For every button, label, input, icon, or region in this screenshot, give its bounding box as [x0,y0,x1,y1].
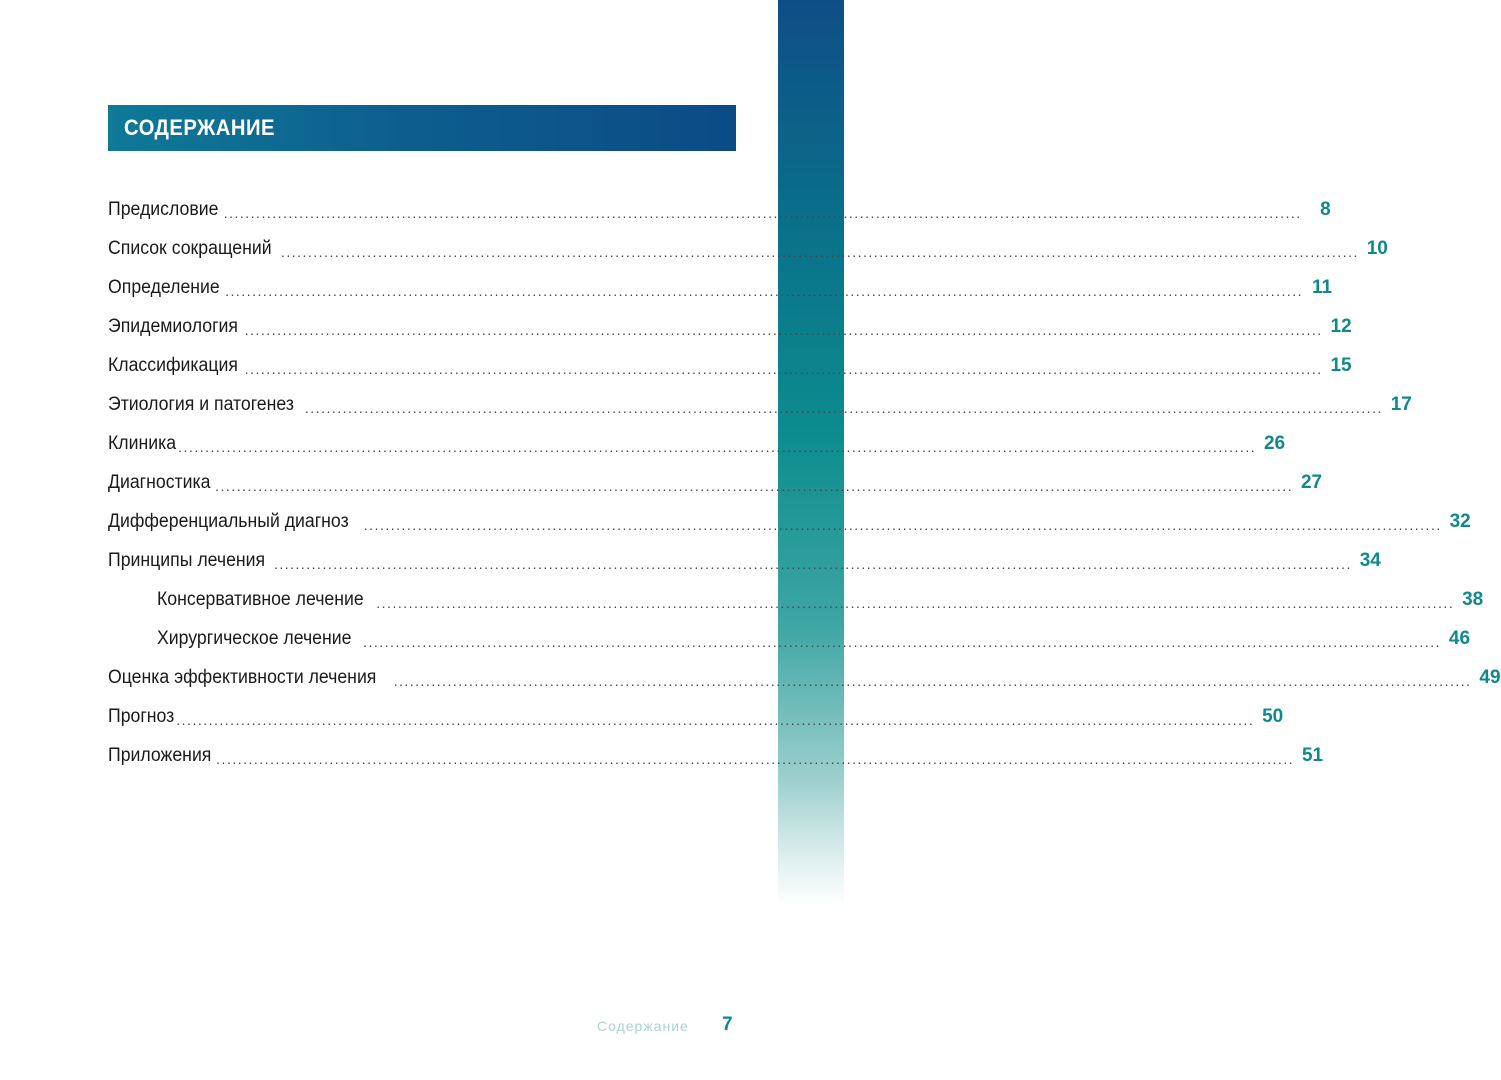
toc-dot-leader: ........................................................................................................................................................................................................ [363,633,1442,650]
toc-entry[interactable] [108,541,1381,580]
toc-entry-page-number: 10 [1366,237,1388,259]
toc-entry-page-number: 12 [1330,315,1352,337]
toc-entry-title: Приложения [108,744,212,766]
toc-entry-page-number: 50 [1262,705,1284,727]
toc-entry[interactable] [108,385,1412,424]
toc-entry-title: Клиника [108,432,177,454]
toc-dot-leader: ........................................................................................................................................................................................................ [244,360,1323,377]
toc-dot-leader: ........................................................................................................................................................................................................ [223,204,1302,221]
toc-entry-page-number: 38 [1462,588,1484,610]
toc-entry-title: Классификация [108,354,238,376]
toc-entry[interactable] [108,502,1471,541]
toc-entry[interactable] [108,268,1333,307]
toc-dot-leader: ........................................................................................................................................................................................................ [215,477,1294,494]
toc-entry-title: Дифференциальный диагноз [108,510,349,532]
toc-dot-leader: ........................................................................................................................................................................................................ [280,243,1359,260]
toc-entry-page-number: 11 [1311,276,1333,298]
toc-entry[interactable] [108,619,1471,658]
toc-entry-page-number: 15 [1330,354,1352,376]
toc-entry-page-number: 49 [1479,666,1501,688]
toc-entry-page-number: 17 [1390,393,1412,415]
toc-entry[interactable] [108,190,1331,229]
toc-dot-leader: ........................................................................................................................................................................................................ [304,399,1383,416]
toc-dot-leader: ........................................................................................................................................................................................................ [225,282,1304,299]
toc-dot-leader: ........................................................................................................................................................................................................ [176,711,1255,728]
toc-entry-page-number: 34 [1359,549,1381,571]
page-title: СОДЕРЖАНИЕ [124,115,275,140]
toc-entry[interactable] [108,229,1388,268]
toc-entry-page-number: 27 [1300,471,1323,493]
contents-header-bar [108,105,736,151]
toc-entry-title: Хирургическое лечение [157,627,352,649]
toc-entry-title: Предисловие [108,198,219,220]
toc-dot-leader: ........................................................................................................................................................................................................ [216,750,1295,767]
toc-entry-title: Консервативное лечение [157,588,364,610]
toc-entry-title: Принципы лечения [108,549,266,571]
toc-entry-title: Диагностика [108,471,211,493]
toc-dot-leader: ........................................................................................................................................................................................................ [363,516,1442,533]
toc-entry[interactable] [108,580,1484,619]
toc-entry-page-number: 46 [1448,627,1471,649]
toc-entry[interactable] [108,736,1324,775]
toc-entry-title: Оценка эффективности лечения [108,666,377,688]
toc-entry-page-number: 51 [1301,744,1324,766]
toc-entry-title: Этиология и патогенез [108,393,294,415]
toc-entry[interactable] [108,307,1352,346]
toc-entry-title: Эпидемиология [108,315,238,337]
toc-entry-title: Список сокращений [108,237,272,259]
footer-section-label: Содержание [597,1018,689,1034]
table-of-contents [108,190,1501,775]
toc-dot-leader: ........................................................................................................................................................................................................ [393,672,1472,689]
toc-entry[interactable] [108,463,1323,502]
toc-entry[interactable] [108,697,1284,736]
side-color-band [778,0,844,1080]
toc-entry-page-number: 32 [1449,510,1471,532]
toc-dot-leader: ........................................................................................................................................................................................................ [244,321,1323,338]
toc-entry-title: Определение [108,276,220,298]
toc-dot-leader: ........................................................................................................................................................................................................ [376,594,1455,611]
toc-entry-page-number: 26 [1263,432,1286,454]
toc-dot-leader: ........................................................................................................................................................................................................ [178,438,1257,455]
footer-page-number: 7 [722,1014,733,1035]
toc-entry[interactable] [108,658,1501,697]
toc-dot-leader: ........................................................................................................................................................................................................ [273,555,1352,572]
toc-entry[interactable] [108,424,1286,463]
toc-entry-page-number: 8 [1320,198,1331,220]
toc-entry-title: Прогноз [108,705,175,727]
toc-entry[interactable] [108,346,1352,385]
